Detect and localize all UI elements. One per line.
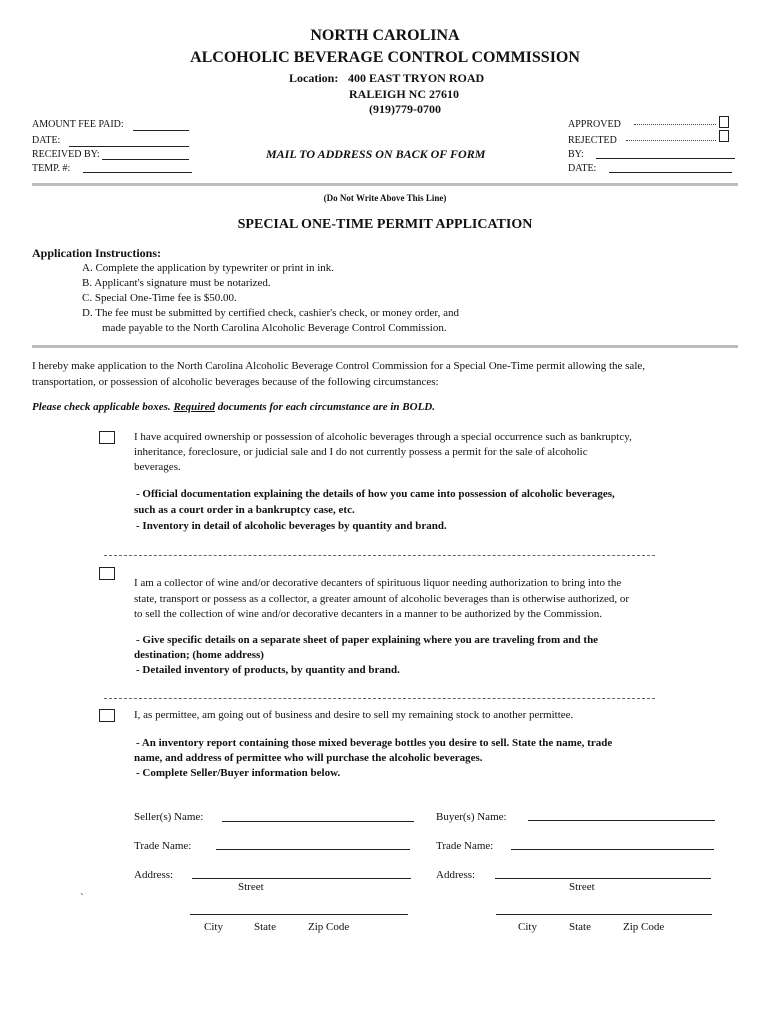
circumstance-2-doc-1-cont: destination; (home address) [134,649,264,661]
mail-to-note: MAIL TO ADDRESS ON BACK OF FORM [266,147,486,161]
agency-state-title: NORTH CAROLINA [310,27,460,44]
header-divider [32,183,738,186]
check-note-required: Required [173,401,215,413]
circumstance-3-doc-1-cont: name, and address of permittee who will purchase the alcoholic beverages. [134,752,483,764]
office-date2-label: DATE: [568,163,597,174]
stray-mark: ` [80,892,84,904]
section-separator-2 [104,698,655,699]
office-date-field[interactable] [69,146,189,147]
approved-leader [634,124,716,125]
seller-city-label: City [204,921,223,933]
instruction-d: D. The fee must be submitted by certified check, cashier's check, or money order, and [82,307,460,319]
seller-zip-label: Zip Code [308,921,350,933]
section-separator-1 [104,555,655,556]
instruction-a: A. Complete the application by typewriter or print in ink. [82,262,335,274]
approved-label: APPROVED [568,119,621,130]
circumstance-2-doc-1: - Give specific details on a separate sheet of paper explaining where you are traveling from and the [136,634,599,646]
form-title: SPECIAL ONE-TIME PERMIT APPLICATION [237,217,533,232]
buyer-name-label: Buyer(s) Name: [436,811,507,823]
circumstance-3-checkbox[interactable] [99,709,115,722]
circumstance-1-checkbox[interactable] [99,431,115,444]
amount-fee-paid-field[interactable] [133,130,189,131]
instruction-d-cont: made payable to the North Carolina Alcoholic Beverage Control Commission. [102,322,447,334]
check-note-part1: Please check applicable boxes. [32,401,171,413]
seller-name-label: Seller(s) Name: [134,811,204,823]
buyer-state-label: State [569,921,591,933]
instructions-divider [32,345,738,348]
seller-city-state-zip-field[interactable] [190,914,408,915]
phone-number: (919)779-0700 [369,102,441,116]
circumstance-2-text-2: state, transport or possess as a collector, a greater amount of alcoholic beverages than is otherwise authorized, or [134,593,629,605]
circumstance-3-doc-2: - Complete Seller/Buyer information below. [136,767,341,779]
received-by-field[interactable] [102,159,189,160]
seller-address-label: Address: [134,869,174,881]
received-by-label: RECEIVED BY: [32,149,100,160]
circumstance-1-text-1: I have acquired ownership or possession of alcoholic beverages through a special occurrence such as bankruptcy, [134,431,632,443]
office-by-label: BY: [568,149,584,160]
circumstance-3-text-1: I, as permittee, am going out of business and desire to sell my remaining stock to another permittee. [134,709,574,721]
office-date-label: DATE: [32,135,61,146]
intro-line-1: I hereby make application to the North Carolina Alcoholic Beverage Control Commission for a Special One-Time permit allowing the sale, [32,360,646,372]
buyer-street-field[interactable] [495,878,711,879]
circumstance-2-text-3: to sell the collection of wine and/or decorative decanters in a manner to be authorized by the Commission. [134,608,602,620]
location-label: Location: [289,71,339,85]
circumstance-1-doc-1-cont: such as a court order in a bankruptcy case, etc. [134,504,355,516]
buyer-trade-name-label: Trade Name: [436,840,494,852]
check-note [32,401,435,414]
approved-checkbox[interactable] [719,116,729,128]
amount-fee-paid-label: AMOUNT FEE PAID: [32,119,124,130]
rejected-label: REJECTED [568,135,617,146]
circumstance-3-doc-1: - An inventory report containing those mixed beverage bottles you desire to sell. State the name, trade [136,737,613,749]
rejected-checkbox[interactable] [719,130,729,142]
seller-name-field[interactable] [222,821,414,822]
circumstance-2-checkbox[interactable] [99,567,115,580]
seller-street-label: Street [238,881,264,893]
check-note-part3: documents for each circumstance are in BOLD. [217,401,435,413]
seller-trade-name-label: Trade Name: [134,840,192,852]
buyer-address-label: Address: [436,869,476,881]
temp-number-label: TEMP. #: [32,163,71,174]
circumstance-1-text-2: inheritance, foreclosure, or judicial sale and I do not currently possess a permit for the sale of alcoholic [134,446,588,458]
do-not-write-note: (Do Not Write Above This Line) [323,193,447,203]
address-line-1: 400 EAST TRYON ROAD [348,71,485,85]
seller-state-label: State [254,921,276,933]
circumstance-1-text-3: beverages. [134,461,181,473]
address-line-2: RALEIGH NC 27610 [349,87,460,101]
instruction-b: B. Applicant's signature must be notarized. [82,277,271,289]
seller-trade-name-field[interactable] [216,849,410,850]
temp-number-field[interactable] [83,172,192,173]
office-by-field[interactable] [596,158,735,159]
intro-line-2: transportation, or possession of alcoholic beverages because of the following circumstances: [32,376,439,388]
buyer-city-state-zip-field[interactable] [496,914,712,915]
buyer-street-label: Street [569,881,595,893]
buyer-zip-label: Zip Code [623,921,665,933]
agency-title: ALCOHOLIC BEVERAGE CONTROL COMMISSION [190,49,580,66]
buyer-name-field[interactable] [528,820,715,821]
seller-street-field[interactable] [192,878,411,879]
instruction-c: C. Special One-Time fee is $50.00. [82,292,237,304]
office-date2-field[interactable] [609,172,732,173]
circumstance-2-text-1: I am a collector of wine and/or decorative decanters of spirituous liquor needing authorization to bring into the [134,577,622,589]
circumstance-1-doc-1: - Official documentation explaining the details of how you came into possession of alcoholic beverages, [136,488,615,500]
rejected-leader [626,140,716,141]
instructions-heading: Application Instructions: [32,246,162,260]
circumstance-1-doc-2: - Inventory in detail of alcoholic beverages by quantity and brand. [136,520,447,532]
buyer-city-label: City [518,921,537,933]
circumstance-2-doc-2: - Detailed inventory of products, by quantity and brand. [136,664,400,676]
buyer-trade-name-field[interactable] [511,849,714,850]
